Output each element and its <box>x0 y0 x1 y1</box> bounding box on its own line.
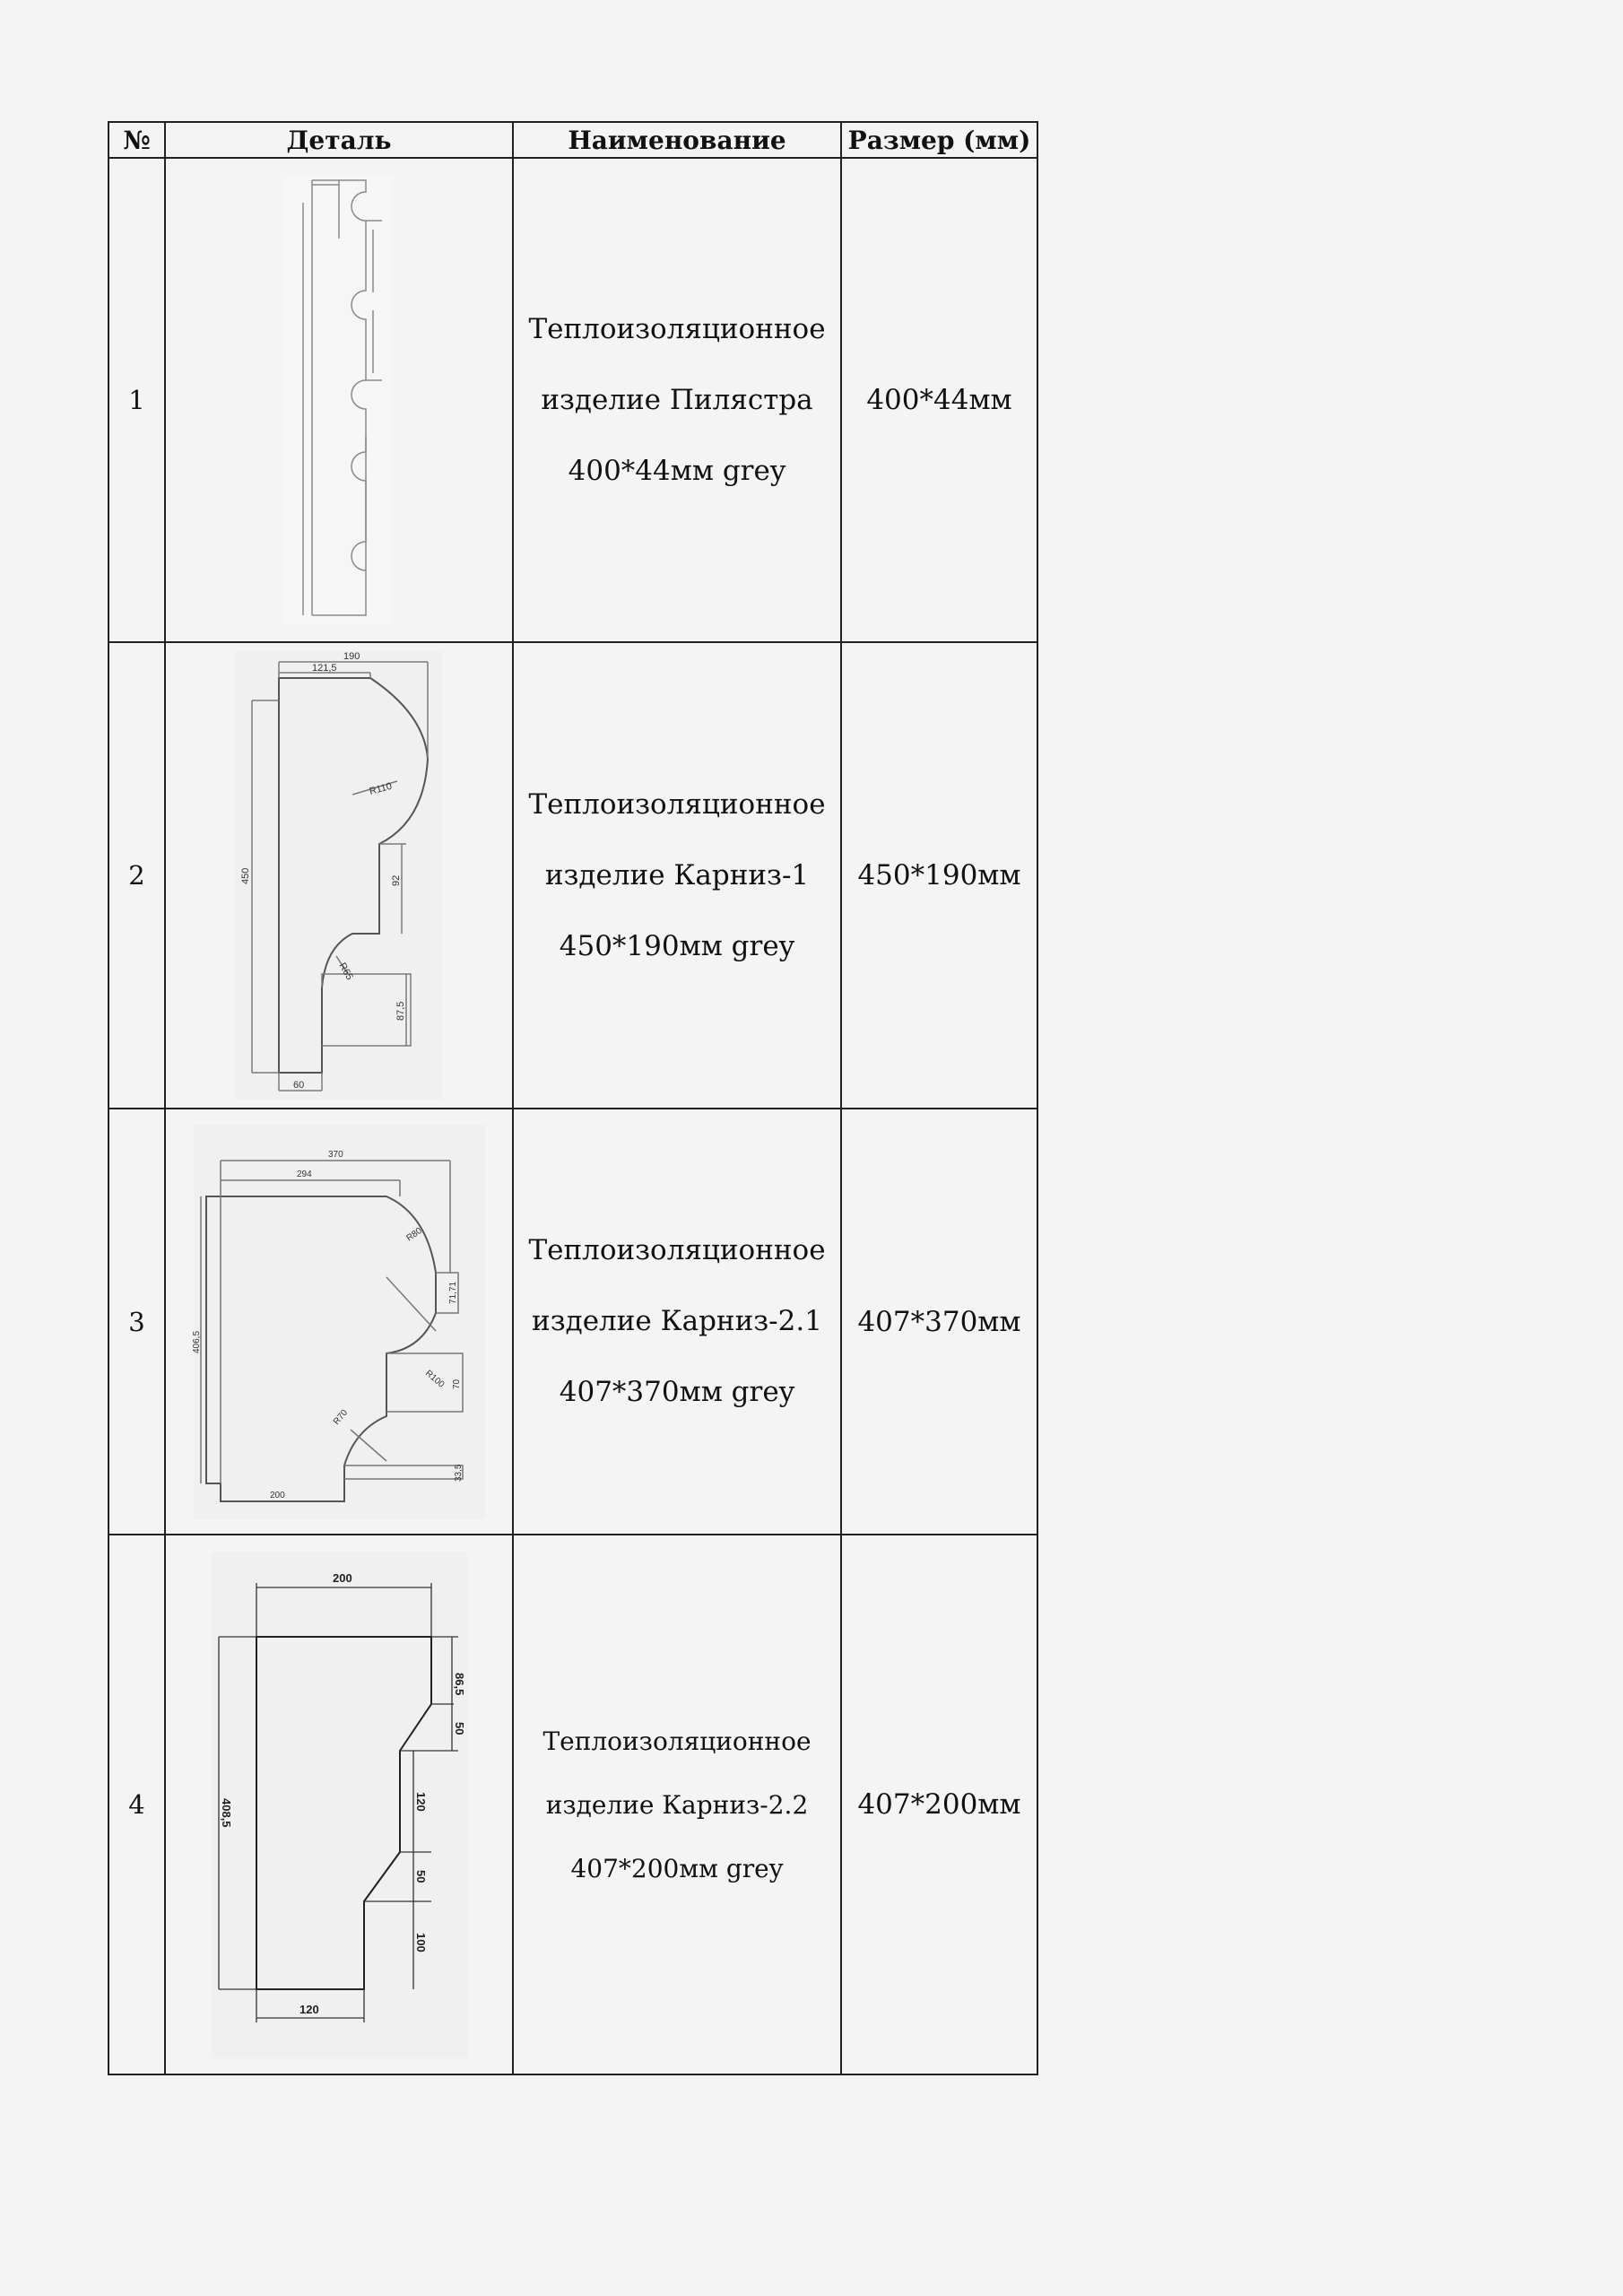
header-size: Размер (мм) <box>841 122 1037 158</box>
table-row <box>108 158 1037 642</box>
table-row <box>108 1535 1037 2074</box>
dimension-label: 71,71 <box>447 1281 458 1304</box>
row-number: 3 <box>108 1109 165 1535</box>
detail-cell <box>165 1109 513 1535</box>
table-row <box>108 642 1037 1109</box>
header-name: Наименование <box>513 122 841 158</box>
dimension-label: 200 <box>269 1490 285 1500</box>
product-name-line: изделие Карниз-2.1 <box>532 1305 822 1337</box>
dimension-label: R110 <box>368 780 394 797</box>
row-number: 1 <box>108 158 165 642</box>
product-name <box>513 1535 841 2074</box>
product-size: 400*44мм <box>841 158 1037 642</box>
product-name-line: 450*190мм grey <box>559 929 795 962</box>
dimension-label: R70 <box>331 1407 350 1427</box>
dimension-label: 33,5 <box>453 1464 464 1482</box>
dimension-label: 450 <box>240 867 251 884</box>
pilaster-profile-drawing-icon <box>285 176 393 624</box>
dimension-label: 408,5 <box>219 1797 233 1828</box>
product-name-line: Теплоизоляционное <box>528 1234 826 1266</box>
row-number: 4 <box>108 1535 165 2074</box>
header-detail: Деталь <box>165 122 513 158</box>
product-name <box>513 642 841 1109</box>
product-name-line: Теплоизоляционное <box>528 787 826 821</box>
product-size: 450*190мм <box>841 642 1037 1109</box>
dimension-label: R80 <box>404 1225 424 1243</box>
product-name <box>513 158 841 642</box>
product-size: 407*370мм <box>841 1109 1037 1535</box>
dimension-label: R100 <box>422 1368 446 1390</box>
specification-table <box>108 121 1038 2075</box>
dimension-label: 190 <box>343 651 360 662</box>
table-header-row <box>108 122 1037 158</box>
dimension-label: 86,5 <box>452 1672 466 1695</box>
dimension-label: 60 <box>293 1080 305 1091</box>
row-number: 2 <box>108 642 165 1109</box>
dimension-label: 70 <box>451 1378 462 1389</box>
dimension-label: 87,5 <box>395 1001 406 1021</box>
cornice-2-2-profile-drawing-icon <box>212 1552 467 2058</box>
product-name-line: Теплоизоляционное <box>542 1726 812 1756</box>
dimension-label: 50 <box>452 1721 466 1735</box>
dimension-label: 200 <box>332 1570 352 1585</box>
dimension-label: 50 <box>413 1869 428 1883</box>
detail-cell <box>165 158 513 642</box>
dimension-label: 370 <box>327 1149 343 1160</box>
product-name-line: изделие Карниз-1 <box>544 858 810 891</box>
dimension-label: 294 <box>296 1169 312 1179</box>
table-row <box>108 1109 1037 1535</box>
cornice-1-profile-drawing-icon <box>236 651 442 1100</box>
dimension-label: 406,5 <box>191 1330 202 1353</box>
dimension-label: 120 <box>413 1791 428 1812</box>
dimension-label: 120 <box>299 2002 319 2016</box>
product-name-line: Теплоизоляционное <box>528 312 826 345</box>
detail-cell <box>165 642 513 1109</box>
product-name-line: 400*44мм grey <box>568 454 786 487</box>
product-name-line: изделие Карниз-2.2 <box>545 1789 809 1820</box>
product-name-line: 407*200мм grey <box>570 1853 784 1883</box>
product-size: 407*200мм <box>841 1535 1037 2074</box>
product-name-line: изделие Пилястра <box>541 383 813 416</box>
product-name-line: 407*370мм grey <box>559 1376 795 1408</box>
dimension-label: R65 <box>336 961 355 982</box>
dimension-label: 121,5 <box>312 663 337 674</box>
product-name <box>513 1109 841 1535</box>
dimension-label: 100 <box>413 1932 428 1952</box>
dimension-label: 92 <box>391 874 402 886</box>
header-number: № <box>108 122 165 158</box>
cornice-2-1-profile-drawing-icon <box>191 1125 485 1519</box>
detail-cell <box>165 1535 513 2074</box>
